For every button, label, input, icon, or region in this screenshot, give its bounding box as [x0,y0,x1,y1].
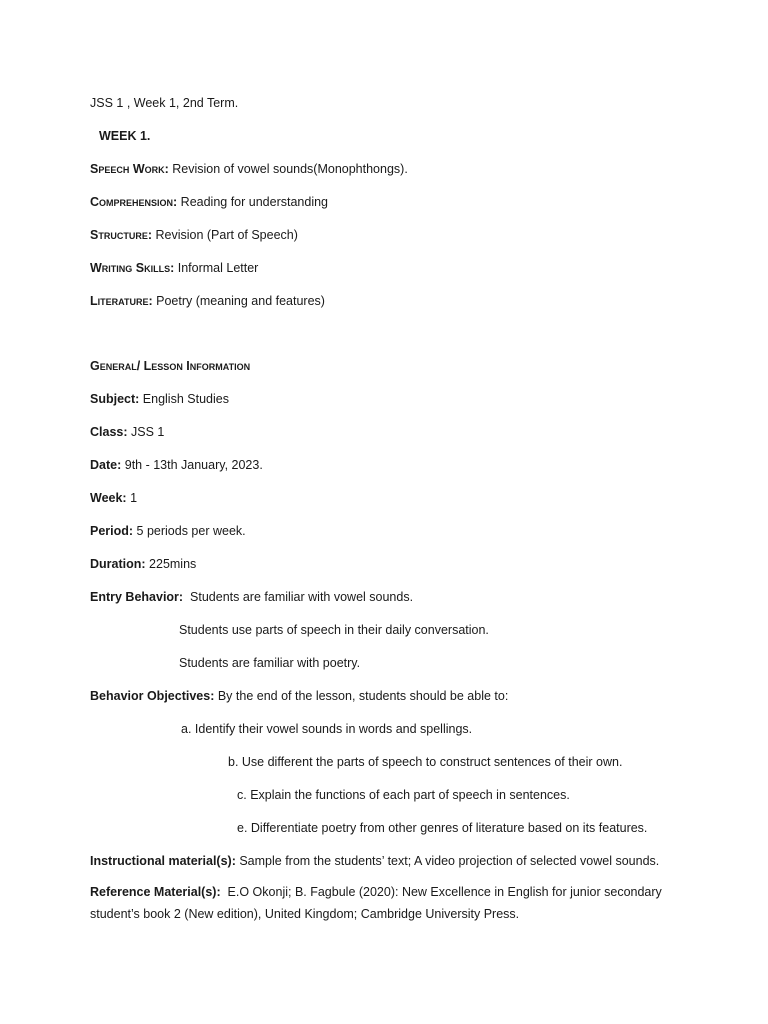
field-value: Sample from the students’ text; A video projection of selected vowel sounds. [235,854,660,868]
topic-value: Informal Letter [174,261,259,275]
field-label: Duration: [90,557,146,571]
objective-item: a. Identify their vowel sounds in words and spellings. [181,722,473,736]
objective-item: c. Explain the functions of each part of speech in sentences. [237,788,570,802]
field-value: 5 periods per week. [133,524,246,538]
topic-label: Comprehension: [90,195,178,209]
objective-item: b. Use different the parts of speech to construct sentences of their own. [228,755,623,769]
instructional-materials-line [90,853,659,869]
topic-literature [90,293,325,309]
field-label: Date: [90,458,122,472]
week-title: WEEK 1. [99,129,151,143]
entry-behavior-item: Students are familiar with poetry. [179,656,361,670]
field-label: Behavior Objectives: [90,689,215,703]
field-label: Instructional material(s): [90,854,236,868]
field-value: By the end of the lesson, students should be able to: [214,689,509,703]
field-label: Entry Behavior: [90,590,184,604]
objective-item: e. Differentiate poetry from other genres of literature based on its features. [237,821,648,835]
period-line [90,523,246,539]
field-value: E.O Okonji; B. Fagbule (2020): New Excellence in English for junior secondary student’s book 2 (New edition), United Kingdom; Cambridge University Press. [90,885,666,921]
duration-line [90,556,196,572]
behavior-objectives-line [90,688,508,704]
field-value: 1 [126,491,138,505]
field-value: 9th - 13th January, 2023. [121,458,263,472]
field-label: Reference Material(s): [90,885,221,899]
topic-label: Literature: [90,294,153,308]
date-line [90,457,263,473]
topic-speech-work [90,161,408,177]
topic-value: Revision of vowel sounds(Monophthongs). [168,162,408,176]
topic-writing-skills [90,260,258,276]
topic-label: Structure: [90,228,152,242]
topic-value: Revision (Part of Speech) [152,228,298,242]
field-label: Period: [90,524,134,538]
topic-label: Writing Skills: [90,261,175,275]
field-label: Subject: [90,392,140,406]
topic-label: Speech Work: [90,162,169,176]
field-value: 225mins [145,557,197,571]
subject-line [90,391,229,407]
reference-materials-line [90,881,670,925]
field-value: English Studies [139,392,229,406]
entry-behavior-line [90,589,413,605]
field-label: Class: [90,425,128,439]
topic-value: Poetry (meaning and features) [152,294,325,308]
topic-comprehension [90,194,328,210]
topic-structure [90,227,298,243]
general-heading: General/ Lesson Information [90,359,251,373]
field-value: JSS 1 [127,425,165,439]
class-line [90,424,164,440]
field-label: Week: [90,491,127,505]
entry-behavior-item: Students use parts of speech in their daily conversation. [179,623,489,637]
week-line [90,490,137,506]
intro-line: JSS 1 , Week 1, 2nd Term. [90,96,239,110]
topic-value: Reading for understanding [177,195,329,209]
field-value: Students are familiar with vowel sounds. [183,590,414,604]
